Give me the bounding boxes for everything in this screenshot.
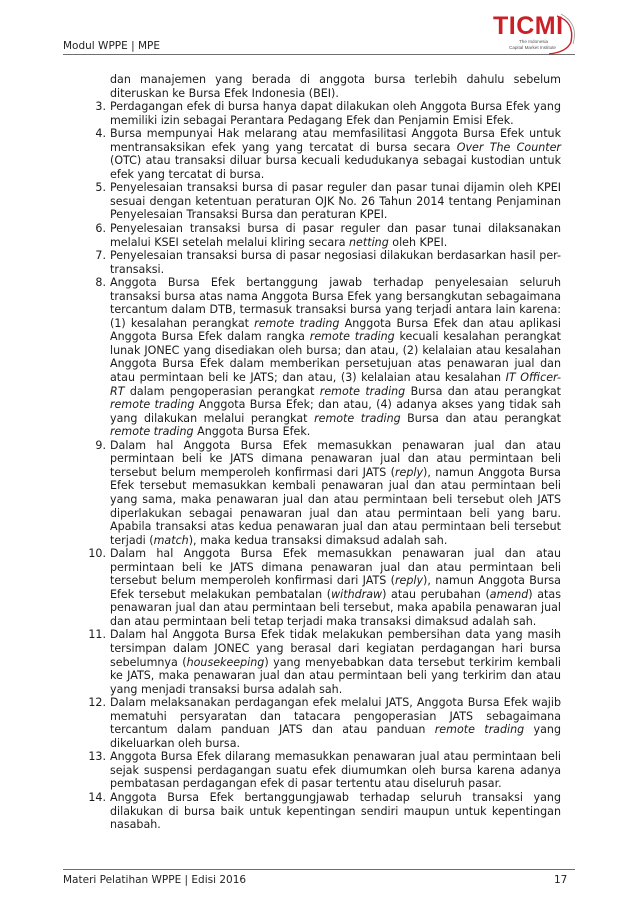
list-item <box>88 790 561 832</box>
logo-tagline-1: The Indonesia <box>519 39 549 44</box>
list-item-text: dan manajemen yang berada di anggota bursa terlebih dahulu sebelum diteruskan ke Bursa Efek Indonesia (BEI). <box>110 73 561 100</box>
ticmi-logo <box>487 12 579 56</box>
list-item-text: Dalam hal Anggota Bursa Efek tidak melakukan pembersihan data yang masih tersimpan dalam JONEC yang berasal dari kegiatan perdagangan hari bursa sebelumnya (housekeeping) yang menyebabkan data tersebut terkirim kembali ke JATS, maka penawaran jual dan atau permintaan beli yang terkirim dan atau yang menjadi transaksi bursa adalah sah. <box>110 628 561 696</box>
list-item <box>95 181 561 222</box>
list-item <box>88 547 561 628</box>
list-item-text: Anggota Bursa Efek dilarang memasukkan penawaran jual atau permintaan beli sejak suspensi perdagangan suatu efek diumumkan oleh bursa karena adanya pembatasan perdagangan efek di pasar tertentu atau diseluruh pasar. <box>110 750 561 791</box>
list-item-text: Dalam hal Anggota Bursa Efek memasukkan penawaran jual dan atau permintaan beli ke JATS dimana penawaran jual dan atau permintaan beli tersebut belum memperoleh konfirmasi dari JATS (reply), namun Anggota Bursa Efek tersebut melakukan pembatalan (withdraw) atau perubahan (amend) atas penawaran jual dan atau permintaan beli tersebut, maka apabila penawaran jual dan atau permintaan beli tetap terjadi maka transaksi dimaksud adalah sah. <box>110 547 561 628</box>
list-item-number: 11. <box>88 628 106 642</box>
list-item-number: 10. <box>88 547 106 561</box>
footer-text: Materi Pelatihan WPPE | Edisi 2016 <box>63 874 247 886</box>
footer-divider <box>63 869 575 870</box>
list-item-text: Anggota Bursa Efek bertanggung jawab terhadap penyelesaian seluruh transaksi bursa atas nama Anggota Bursa Efek yang bersangkutan sebagaimana tercantum dalam DTB, termasuk transaksi bursa yang terjadi antara lain karena: (1) kesalahan perangkat remote trading Anggota Bursa Efek dan atau aplikasi Anggota Bursa Efek dalam rangka remote trading kecuali kesalahan perangkat lunak JONEC yang disediakan oleh bursa; dan atau, (2) kelalaian atau kesalahan Anggota Bursa Efek dalam memberikan persetujuan atas penawaran jual dan atau permintaan beli ke JATS; dan atau, (3) kelalaian atau kesalahan IT Officer-RT dalam pengoperasian perangkat remote trading Bursa dan atau perangkat remote trading Anggota Bursa Efek; dan atau, (4) adanya akses yang tidak sah yang dilakukan melalui perangkat remote trading Bursa dan atau perangkat remote trading Anggota Bursa Efek. <box>110 276 561 439</box>
list-item-text: Perdagangan efek di bursa hanya dapat dilakukan oleh Anggota Bursa Efek yang memiliki izin sebagai Perantara Pedagang Efek dan Penjamin Emisi Efek. <box>110 100 561 127</box>
list-item <box>95 438 561 547</box>
list-item-number: 13. <box>88 750 106 764</box>
list-item <box>88 696 561 750</box>
list-item <box>95 127 561 181</box>
list-item-number: 5. <box>95 181 106 195</box>
list-item-number: 3. <box>95 100 106 114</box>
list-item <box>95 249 561 276</box>
list-item <box>88 750 561 791</box>
list-item-number: 4. <box>95 127 106 141</box>
list-item-text: Dalam hal Anggota Bursa Efek memasukkan penawaran jual dan atau permintaan beli ke JATS dimana penawaran jual dan atau permintaan beli tersebut belum memperoleh konfirmasi dari JATS (reply), namun Anggota Bursa Efek tersebut memasukkan kembali penawaran jual dan atau permintaan beli yang sama, maka penawaran jual dan atau permintaan beli tersebut oleh JATS diperlakukan sebagai penawaran jual dan atau permintaan beli yang baru. Apabila transaksi atas kedua penawaran jual dan atau permintaan beli tersebut terjadi (match), maka kedua transaksi dimaksud adalah sah. <box>110 438 561 547</box>
list-item-text: Penyelesaian transaksi bursa di pasar reguler dan pasar tunai dilaksanakan melalui KSEI setelah melalui kliring secara netting oleh KPEI. <box>110 222 561 249</box>
list-item-text: Bursa mempunyai Hak melarang atau memfasilitasi Anggota Bursa Efek untuk mentransaksikan efek yang yang tercatat di bursa secara Over The Counter (OTC) atau transaksi diluar bursa kecuali kedudukanya sebagai kustodian untuk efek yang tercatat di bursa. <box>110 127 561 181</box>
page-header-title: Modul WPPE | MPE <box>63 40 160 52</box>
list-item-text: Anggota Bursa Efek bertanggungjawab terhadap seluruh transaksi yang dilakukan di bursa baik untuk kepentingan sendiri maupun untuk kepentingan nasabah. <box>110 790 561 832</box>
list-item-number: 12. <box>88 696 106 710</box>
list-item-number: 14. <box>88 790 106 804</box>
logo-wordmark: TICMI <box>493 12 564 40</box>
list-item <box>88 628 561 696</box>
list-item-number: 6. <box>95 222 106 236</box>
list-item-number: 7. <box>95 249 106 263</box>
list-item <box>110 73 561 100</box>
list-item-text: Dalam melaksanakan perdagangan efek melalui JATS, Anggota Bursa Efek wajib mematuhi persyaratan dan tatacara pengoperasian JATS sebagaimana tercantum dalam panduan JATS dan atau panduan remote trading yang dikeluarkan oleh bursa. <box>110 696 561 750</box>
list-item-text: Penyelesaian transaksi bursa di pasar reguler dan pasar tunai dijamin oleh KPEI sesuai dengan ketentuan peraturan OJK No. 26 Tahun 2014 tentang Penjaminan Penyelesaian Transaksi Bursa dan peraturan KPEI. <box>110 181 561 222</box>
logo-tagline-2: Capital Market Institute <box>509 45 556 50</box>
list-item <box>95 222 561 249</box>
numbered-list <box>88 73 561 832</box>
list-item <box>95 100 561 127</box>
list-item <box>95 276 561 439</box>
list-item-number: 8. <box>95 276 106 290</box>
list-item-text: Penyelesaian transaksi bursa di pasar negosiasi dilakukan berdasarkan hasil per-transaksi. <box>110 249 561 276</box>
list-item-number: 9. <box>95 438 106 452</box>
page-number: 17 <box>554 874 568 886</box>
